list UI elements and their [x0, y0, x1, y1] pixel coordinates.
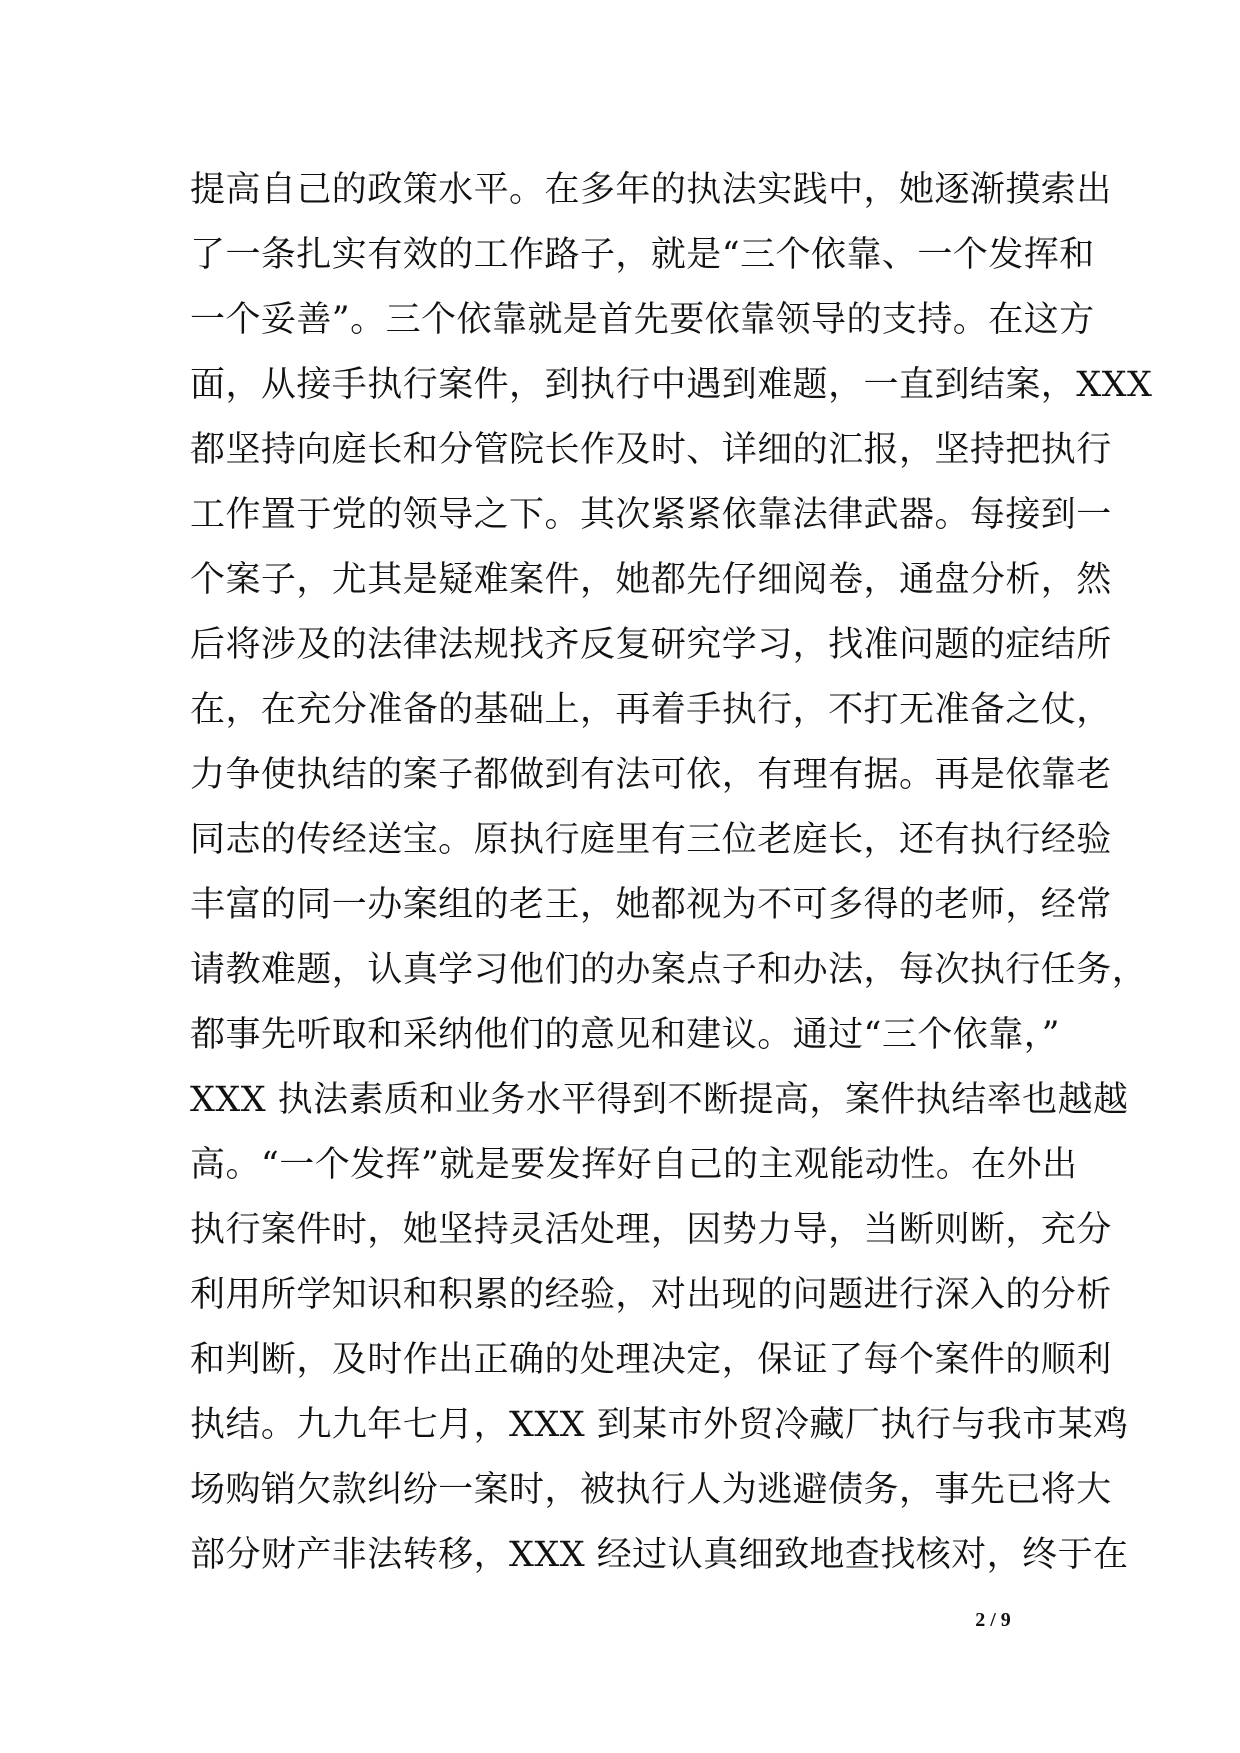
- text-line: 在，在充分准备的基础上，再着手执行，不打无准备之仗，: [190, 690, 1112, 730]
- text-line: 后将涉及的法律法规找齐反复研究学习，找准问题的症结所: [190, 625, 1112, 665]
- text-line: 了一条扎实有效的工作路子，就是“三个依靠、一个发挥和: [190, 235, 1095, 275]
- text-line: 利用所学知识和积累的经验，对出现的问题进行深入的分析: [190, 1275, 1112, 1315]
- text-line: 一个妥善”。三个依靠就是首先要依靠领导的支持。在这方: [190, 300, 1095, 340]
- text-line: 同志的传经送宝。原执行庭里有三位老庭长，还有执行经验: [190, 820, 1112, 860]
- text-line: 请教难题，认真学习他们的办案点子和办法，每次执行任务，: [190, 950, 1148, 990]
- text-line: 高。“一个发挥”就是要发挥好自己的主观能动性。在外出: [190, 1145, 1078, 1185]
- text-line: 工作置于党的领导之下。其次紧紧依靠法律武器。每接到一: [190, 495, 1112, 535]
- text-line: 丰富的同一办案组的老王，她都视为不可多得的老师，经常: [190, 885, 1112, 925]
- text-line: 提高自己的政策水平。在多年的执法实践中，她逐渐摸索出: [190, 170, 1112, 210]
- text-line: 场购销欠款纠纷一案时，被执行人为逃避债务，事先已将大: [190, 1470, 1112, 1510]
- body-text: [190, 158, 1153, 1588]
- text-line: 个案子，尤其是疑难案件，她都先仔细阅卷，通盘分析，然: [190, 560, 1112, 600]
- text-line: 都坚持向庭长和分管院长作及时、详细的汇报，坚持把执行: [190, 430, 1112, 470]
- text-line: 执结。九九年七月，XXX 到某市外贸冷藏厂执行与我市某鸡: [190, 1405, 1129, 1445]
- text-line: 执行案件时，她坚持灵活处理，因势力导，当断则断，充分: [190, 1210, 1112, 1250]
- text-line: 都事先听取和采纳他们的意见和建议。通过“三个依靠，”: [190, 1015, 1060, 1055]
- text-line: 和判断，及时作出正确的处理决定，保证了每个案件的顺利: [190, 1340, 1112, 1380]
- page-number: 2 / 9: [975, 1609, 1011, 1631]
- text-line: 面，从接手执行案件，到执行中遇到难题，一直到结案，XXX: [190, 365, 1153, 405]
- text-line: 力争使执结的案子都做到有法可依，有理有据。再是依靠老: [190, 755, 1112, 795]
- text-line: XXX 执法素质和业务水平得到不断提高，案件执结率也越越: [190, 1080, 1129, 1120]
- text-line: 部分财产非法转移，XXX 经过认真细致地查找核对，终于在: [190, 1535, 1129, 1575]
